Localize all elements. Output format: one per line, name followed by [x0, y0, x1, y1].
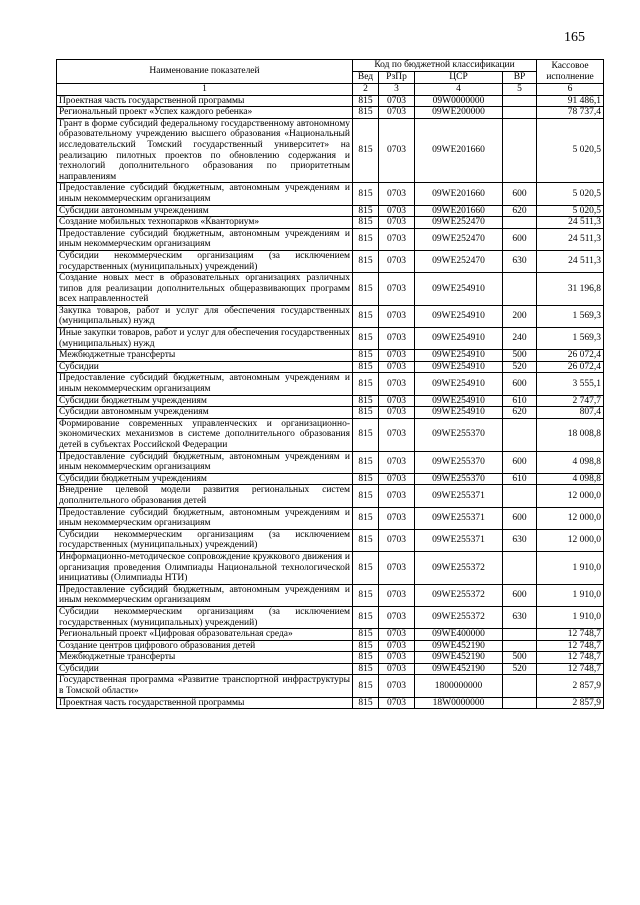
- row-csr: 09WE452190: [415, 640, 503, 652]
- table-row: [57, 305, 604, 327]
- row-csr: 09WE255371: [415, 529, 503, 551]
- row-sum: 26 072,4: [537, 350, 604, 362]
- budget-table: [56, 59, 604, 709]
- row-sum: 2 747,7: [537, 395, 604, 407]
- row-rzpr: 0703: [379, 373, 415, 395]
- table-row: [57, 407, 604, 419]
- row-rzpr: 0703: [379, 395, 415, 407]
- row-ved: 815: [353, 183, 379, 205]
- row-csr: 09WE254910: [415, 361, 503, 373]
- row-rzpr: 0703: [379, 107, 415, 119]
- row-rzpr: 0703: [379, 451, 415, 473]
- row-ved: 815: [353, 485, 379, 507]
- row-ved: 815: [353, 373, 379, 395]
- table-row: [57, 373, 604, 395]
- row-sum: 2 857,9: [537, 697, 604, 709]
- row-vr: 610: [503, 395, 537, 407]
- table-row: [57, 529, 604, 551]
- row-name: Внедрение целевой модели развития региональных систем дополнительного образования детей: [57, 485, 353, 507]
- row-name: Формирование современных управленческих и организационно-экономических механизмов в системе дополнительного образования детей в субъектах Российской Федерации: [57, 418, 353, 451]
- row-ved: 815: [353, 107, 379, 119]
- row-ved: 815: [353, 697, 379, 709]
- table-row: [57, 697, 604, 709]
- row-name: Закупка товаров, работ и услуг для обеспечения государственных (муниципальных) нужд: [57, 305, 353, 327]
- row-name: Межбюджетные трансферты: [57, 652, 353, 664]
- row-name: Субсидии некоммерческим организациям (за исключением государственных (муниципальных) учреждений): [57, 606, 353, 628]
- table-row: [57, 217, 604, 229]
- row-vr: 500: [503, 652, 537, 664]
- row-name: Субсидии: [57, 663, 353, 675]
- row-csr: 09WE255372: [415, 584, 503, 606]
- row-rzpr: 0703: [379, 551, 415, 584]
- row-sum: 31 196,8: [537, 273, 604, 306]
- row-vr: [503, 629, 537, 641]
- row-csr: 09WE255372: [415, 606, 503, 628]
- table-row: [57, 451, 604, 473]
- row-vr: 600: [503, 373, 537, 395]
- row-csr: 09WE252470: [415, 228, 503, 250]
- row-rzpr: 0703: [379, 273, 415, 306]
- row-ved: 815: [353, 395, 379, 407]
- row-vr: 520: [503, 361, 537, 373]
- row-csr: 09WE254910: [415, 305, 503, 327]
- row-name: Грант в форме субсидий федеральному государственному автономному образовательному учреждению высшего образования «Национальный исследовательский Томский государственный университет» на реализацию пилотных проектов по обновлению содержания и технологий дополнительного образования по приоритетным направлениям: [57, 118, 353, 183]
- row-name: Субсидии бюджетным учреждениям: [57, 473, 353, 485]
- row-ved: 815: [353, 663, 379, 675]
- row-vr: 600: [503, 507, 537, 529]
- row-name: Создание мобильных технопарков «Кванториум»: [57, 217, 353, 229]
- row-sum: 91 486,1: [537, 95, 604, 107]
- row-csr: 09WE200000: [415, 107, 503, 119]
- row-csr: 18W0000000: [415, 697, 503, 709]
- row-vr: 630: [503, 529, 537, 551]
- row-name: Межбюджетные трансферты: [57, 350, 353, 362]
- row-sum: 26 072,4: [537, 361, 604, 373]
- header-num: 3: [379, 84, 415, 96]
- row-name: Предоставление субсидий бюджетным, автономным учреждениям и иным некоммерческим организациям: [57, 228, 353, 250]
- row-name: Проектная часть государственной программы: [57, 697, 353, 709]
- row-sum: 1 910,0: [537, 551, 604, 584]
- row-rzpr: 0703: [379, 640, 415, 652]
- row-vr: [503, 675, 537, 697]
- row-rzpr: 0703: [379, 485, 415, 507]
- row-rzpr: 0703: [379, 118, 415, 183]
- table-row: [57, 183, 604, 205]
- row-ved: 815: [353, 228, 379, 250]
- row-name: Создание центров цифрового образования детей: [57, 640, 353, 652]
- row-ved: 815: [353, 529, 379, 551]
- row-csr: 09WE201660: [415, 118, 503, 183]
- row-rzpr: 0703: [379, 250, 415, 272]
- header-csr: ЦСР: [415, 72, 503, 84]
- row-sum: 18 008,8: [537, 418, 604, 451]
- row-rzpr: 0703: [379, 629, 415, 641]
- row-vr: [503, 118, 537, 183]
- row-sum: 807,4: [537, 407, 604, 419]
- header-num: 2: [353, 84, 379, 96]
- row-name: Предоставление субсидий бюджетным, автономным учреждениям и иным некоммерческим организациям: [57, 373, 353, 395]
- table-row: [57, 606, 604, 628]
- row-sum: 5 020,5: [537, 118, 604, 183]
- row-name: Субсидии автономным учреждениям: [57, 407, 353, 419]
- row-ved: 815: [353, 584, 379, 606]
- row-name: Региональный проект «Успех каждого ребенка»: [57, 107, 353, 119]
- row-vr: 200: [503, 305, 537, 327]
- row-rzpr: 0703: [379, 95, 415, 107]
- row-ved: 815: [353, 205, 379, 217]
- row-vr: 600: [503, 228, 537, 250]
- row-rzpr: 0703: [379, 697, 415, 709]
- row-name: Субсидии: [57, 361, 353, 373]
- row-sum: 2 857,9: [537, 675, 604, 697]
- row-rzpr: 0703: [379, 675, 415, 697]
- row-csr: 09WE400000: [415, 629, 503, 641]
- row-vr: [503, 217, 537, 229]
- row-ved: 815: [353, 95, 379, 107]
- row-vr: 520: [503, 663, 537, 675]
- row-vr: [503, 95, 537, 107]
- row-rzpr: 0703: [379, 652, 415, 664]
- row-vr: 600: [503, 183, 537, 205]
- row-sum: 12 748,7: [537, 663, 604, 675]
- row-rzpr: 0703: [379, 328, 415, 350]
- row-ved: 815: [353, 551, 379, 584]
- table-row: [57, 640, 604, 652]
- page-number: 165: [564, 30, 585, 45]
- header-name: Наименование показателей: [57, 60, 353, 84]
- row-ved: 815: [353, 250, 379, 272]
- table-row: [57, 250, 604, 272]
- row-rzpr: 0703: [379, 350, 415, 362]
- row-ved: 815: [353, 407, 379, 419]
- row-name: Субсидии некоммерческим организациям (за исключением государственных (муниципальных) учреждений): [57, 529, 353, 551]
- row-csr: 09WE254910: [415, 407, 503, 419]
- header-num: 5: [503, 84, 537, 96]
- row-csr: 09WE255370: [415, 418, 503, 451]
- row-ved: 815: [353, 629, 379, 641]
- row-csr: 09WE252470: [415, 217, 503, 229]
- row-csr: 09WE255370: [415, 473, 503, 485]
- row-ved: 815: [353, 507, 379, 529]
- row-vr: 630: [503, 250, 537, 272]
- row-name: Информационно-методическое сопровождение кружкового движения и организация проведения Олимпиады Национальной технологической инициативы (Олимпиады НТИ): [57, 551, 353, 584]
- row-name: Субсидии бюджетным учреждениям: [57, 395, 353, 407]
- row-name: Государственная программа «Развитие транспортной инфраструктуры в Томской области»: [57, 675, 353, 697]
- row-name: Создание новых мест в образовательных организациях различных типов для реализации дополнительных общеразвивающих программ всех направленностей: [57, 273, 353, 306]
- row-csr: 09WE255372: [415, 551, 503, 584]
- row-csr: 09WE254910: [415, 373, 503, 395]
- row-csr: 09WE254910: [415, 273, 503, 306]
- row-rzpr: 0703: [379, 183, 415, 205]
- row-name: Предоставление субсидий бюджетным, автономным учреждениям и иным некоммерческим организациям: [57, 451, 353, 473]
- row-ved: 815: [353, 305, 379, 327]
- table-row: [57, 629, 604, 641]
- row-sum: 3 555,1: [537, 373, 604, 395]
- row-csr: 09WE255371: [415, 507, 503, 529]
- table-row: [57, 473, 604, 485]
- row-vr: 500: [503, 350, 537, 362]
- row-ved: 815: [353, 361, 379, 373]
- table-row: [57, 507, 604, 529]
- row-sum: 1 910,0: [537, 584, 604, 606]
- row-sum: 78 737,4: [537, 107, 604, 119]
- table-row: [57, 205, 604, 217]
- row-sum: 5 020,5: [537, 205, 604, 217]
- row-csr: 09WE254910: [415, 395, 503, 407]
- row-vr: [503, 485, 537, 507]
- row-csr: 09WE254910: [415, 328, 503, 350]
- table-row: [57, 328, 604, 350]
- row-rzpr: 0703: [379, 529, 415, 551]
- header-kassovoe: Кассовое исполнение: [537, 60, 604, 84]
- row-name: Предоставление субсидий бюджетным, автономным учреждениям и иным некоммерческим организациям: [57, 183, 353, 205]
- row-name: Субсидии некоммерческим организациям (за исключением государственных (муниципальных) учреждений): [57, 250, 353, 272]
- header-num: 6: [537, 84, 604, 96]
- table-row: [57, 361, 604, 373]
- row-sum: 12 000,0: [537, 529, 604, 551]
- row-vr: [503, 107, 537, 119]
- row-vr: 240: [503, 328, 537, 350]
- row-ved: 815: [353, 217, 379, 229]
- row-sum: 12 000,0: [537, 507, 604, 529]
- row-sum: 5 020,5: [537, 183, 604, 205]
- row-vr: [503, 418, 537, 451]
- row-sum: 12 748,7: [537, 629, 604, 641]
- row-csr: 09WE201660: [415, 205, 503, 217]
- row-name: Иные закупки товаров, работ и услуг для обеспечения государственных (муниципальных) нужд: [57, 328, 353, 350]
- row-rzpr: 0703: [379, 305, 415, 327]
- row-vr: [503, 640, 537, 652]
- row-rzpr: 0703: [379, 584, 415, 606]
- row-rzpr: 0703: [379, 217, 415, 229]
- row-rzpr: 0703: [379, 507, 415, 529]
- row-vr: 600: [503, 584, 537, 606]
- row-sum: 1 569,3: [537, 328, 604, 350]
- row-name: Субсидии автономным учреждениям: [57, 205, 353, 217]
- row-rzpr: 0703: [379, 205, 415, 217]
- row-ved: 815: [353, 418, 379, 451]
- row-sum: 24 511,3: [537, 250, 604, 272]
- row-rzpr: 0703: [379, 473, 415, 485]
- row-rzpr: 0703: [379, 228, 415, 250]
- table-row: [57, 107, 604, 119]
- row-sum: 4 098,8: [537, 473, 604, 485]
- row-name: Проектная часть государственной программы: [57, 95, 353, 107]
- row-ved: 815: [353, 328, 379, 350]
- row-rzpr: 0703: [379, 418, 415, 451]
- row-ved: 815: [353, 118, 379, 183]
- row-name: Предоставление субсидий бюджетным, автономным учреждениям и иным некоммерческим организациям: [57, 584, 353, 606]
- row-ved: 815: [353, 350, 379, 362]
- row-csr: 09W0000000: [415, 95, 503, 107]
- row-name: Региональный проект «Цифровая образовательная среда»: [57, 629, 353, 641]
- row-sum: 4 098,8: [537, 451, 604, 473]
- header-num: 1: [57, 84, 353, 96]
- table-row: [57, 350, 604, 362]
- row-ved: 815: [353, 473, 379, 485]
- header-num: 4: [415, 84, 503, 96]
- row-csr: 09WE255371: [415, 485, 503, 507]
- table-row: [57, 418, 604, 451]
- row-csr: 09WE201660: [415, 183, 503, 205]
- row-csr: 1800000000: [415, 675, 503, 697]
- row-sum: 12 000,0: [537, 485, 604, 507]
- row-sum: 1 910,0: [537, 606, 604, 628]
- table-row: [57, 228, 604, 250]
- row-csr: 09WE452190: [415, 652, 503, 664]
- table-row: [57, 675, 604, 697]
- row-csr: 09WE452190: [415, 663, 503, 675]
- table-row: [57, 395, 604, 407]
- table-row: [57, 95, 604, 107]
- row-csr: 09WE252470: [415, 250, 503, 272]
- table-row: [57, 663, 604, 675]
- table-row: [57, 551, 604, 584]
- header-ved: Вед: [353, 72, 379, 84]
- header-code-group: Код по бюджетной классификации: [353, 60, 537, 72]
- row-ved: 815: [353, 606, 379, 628]
- row-ved: 815: [353, 273, 379, 306]
- row-ved: 815: [353, 640, 379, 652]
- table-row: [57, 118, 604, 183]
- row-sum: 1 569,3: [537, 305, 604, 327]
- row-rzpr: 0703: [379, 361, 415, 373]
- row-vr: 610: [503, 473, 537, 485]
- row-csr: 09WE255370: [415, 451, 503, 473]
- row-vr: 630: [503, 606, 537, 628]
- row-vr: [503, 697, 537, 709]
- row-vr: 600: [503, 451, 537, 473]
- row-ved: 815: [353, 451, 379, 473]
- row-vr: 620: [503, 407, 537, 419]
- row-vr: 620: [503, 205, 537, 217]
- row-vr: [503, 551, 537, 584]
- header-vr: ВР: [503, 72, 537, 84]
- row-sum: 12 748,7: [537, 652, 604, 664]
- row-vr: [503, 273, 537, 306]
- row-csr: 09WE254910: [415, 350, 503, 362]
- row-name: Предоставление субсидий бюджетным, автономным учреждениям и иным некоммерческим организациям: [57, 507, 353, 529]
- row-ved: 815: [353, 675, 379, 697]
- table-row: [57, 273, 604, 306]
- row-rzpr: 0703: [379, 606, 415, 628]
- row-ved: 815: [353, 652, 379, 664]
- row-sum: 24 511,3: [537, 228, 604, 250]
- table-row: [57, 584, 604, 606]
- row-rzpr: 0703: [379, 407, 415, 419]
- row-sum: 24 511,3: [537, 217, 604, 229]
- table-row: [57, 485, 604, 507]
- row-sum: 12 748,7: [537, 640, 604, 652]
- row-rzpr: 0703: [379, 663, 415, 675]
- header-rzpr: РзПр: [379, 72, 415, 84]
- table-row: [57, 652, 604, 664]
